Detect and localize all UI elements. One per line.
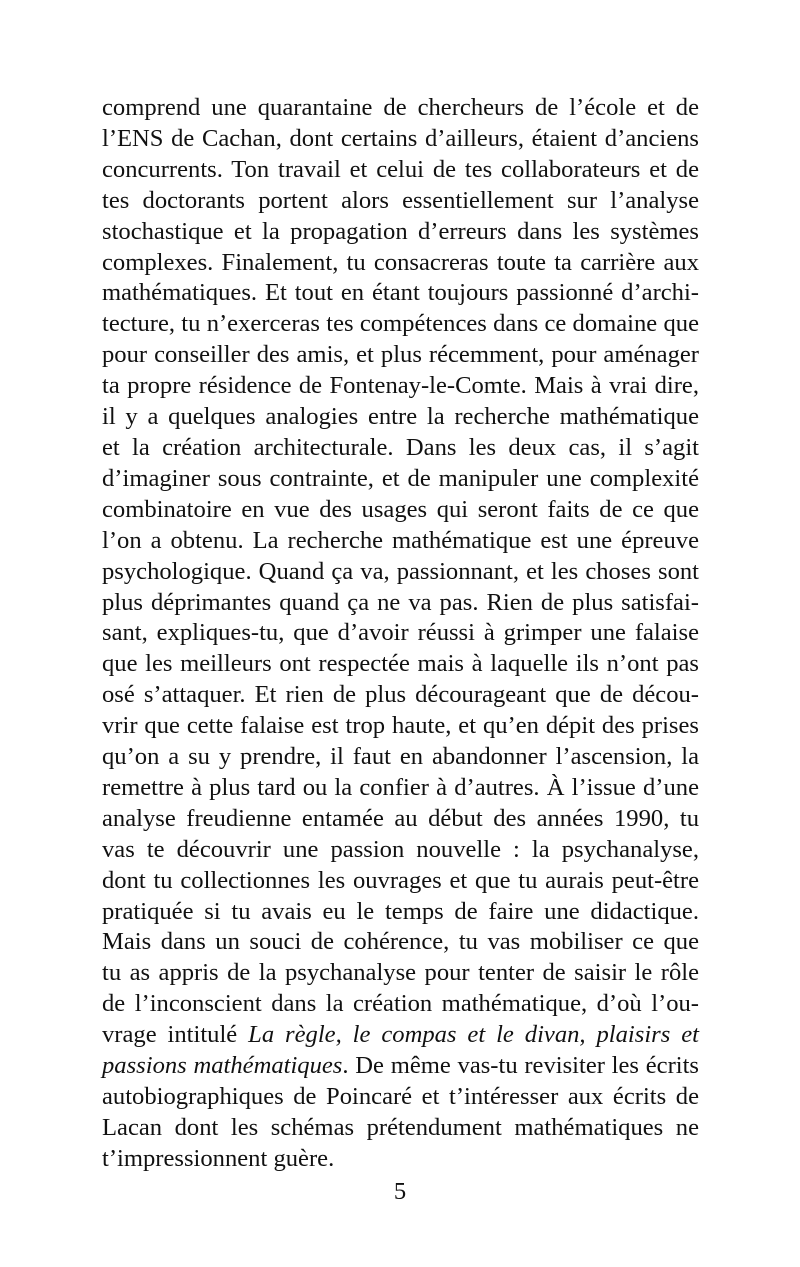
text-line: d’imaginer sous contrainte, et de manipuler une complexité [102, 464, 699, 492]
text-line: vas te découvrir une passion nouvelle : la psychanalyse, [102, 835, 699, 863]
text-line: sant, expliques-tu, que d’avoir réussi à grimper une falaise [102, 619, 699, 647]
text-line: stochastique et la propagation d’erreurs dans les systèmes [102, 217, 699, 245]
text-line-with-title [102, 1051, 699, 1082]
text-line: dont tu collectionnes les ouvrages et que tu aurais peut-être [102, 866, 699, 894]
text-line: Lacan dont les schémas prétendument mathématiques ne [102, 1113, 699, 1141]
text-line: pour conseiller des amis, et plus récemment, pour aménager [102, 341, 699, 369]
text-line: pratiquée si tu avais eu le temps de faire une didactique. [102, 897, 699, 925]
book-title-italic-continued: passions mathématiques [102, 1052, 343, 1080]
text-line: tes doctorants portent alors essentiellement sur l’analyse [102, 186, 699, 214]
text-line: comprend une quarantaine de chercheurs de l’école et de [102, 94, 699, 121]
text-line: ta propre résidence de Fontenay-le-Comte. Mais à vrai dire, [102, 372, 699, 400]
text-line: psychologique. Quand ça va, passionnant, et les choses sont [102, 557, 699, 585]
text-line: que les meilleurs ont respectée mais à laquelle ils n’ont pas [102, 650, 699, 678]
text-line: tecture, tu n’exerceras tes compétences dans ce domaine que [102, 310, 699, 338]
line-prefix-text: vrage intitulé [102, 1021, 249, 1049]
text-line: et la création architecturale. Dans les deux cas, il s’agit [102, 433, 699, 461]
text-line: analyse freudienne entamée au début des années 1990, tu [102, 804, 699, 832]
text-line: il y a quelques analogies entre la recherche mathématique [102, 403, 699, 431]
book-title-italic: La règle, le compas et le divan, plaisirs et [248, 1021, 699, 1049]
text-line: osé s’attaquer. Et rien de plus décourageant que de décou- [102, 681, 699, 709]
text-line-with-title [102, 1020, 699, 1051]
text-line-last: t’impressionnent guère. [102, 1144, 335, 1172]
text-line: mathématiques. Et tout en étant toujours passionné d’archi- [102, 279, 699, 307]
text-line: remettre à plus tard ou la confier à d’autres. À l’issue d’une [102, 773, 699, 801]
page-number: 5 [393, 1178, 407, 1205]
body-paragraph [102, 93, 699, 1175]
text-line: vrir que cette falaise est trop haute, et qu’en dépit des prises [102, 712, 699, 740]
text-line: concurrents. Ton travail et celui de tes collaborateurs et de [102, 155, 699, 183]
text-line: de l’inconscient dans la création mathématique, d’où l’ou- [102, 990, 699, 1018]
text-line: tu as appris de la psychanalyse pour tenter de saisir le rôle [102, 959, 699, 987]
text-line: complexes. Finalement, tu consacreras toute ta carrière aux [102, 248, 699, 276]
text-line: combinatoire en vue des usages qui seront faits de ce que [102, 495, 699, 523]
text-line: Mais dans un souci de cohérence, tu vas mobiliser ce que [102, 928, 699, 956]
line-rest-text: . De même vas-tu revisiter les écrits [342, 1052, 699, 1080]
text-line: l’ENS de Cachan, dont certains d’ailleurs, étaient d’anciens [102, 124, 699, 152]
text-line: l’on a obtenu. La recherche mathématique est une épreuve [102, 526, 699, 554]
text-line: autobiographiques de Poincaré et t’intéresser aux écrits de [102, 1083, 699, 1110]
text-line: plus déprimantes quand ça ne va pas. Rien de plus satisfai- [102, 588, 699, 616]
text-line: qu’on a su y prendre, il faut en abandonner l’ascension, la [102, 743, 699, 771]
